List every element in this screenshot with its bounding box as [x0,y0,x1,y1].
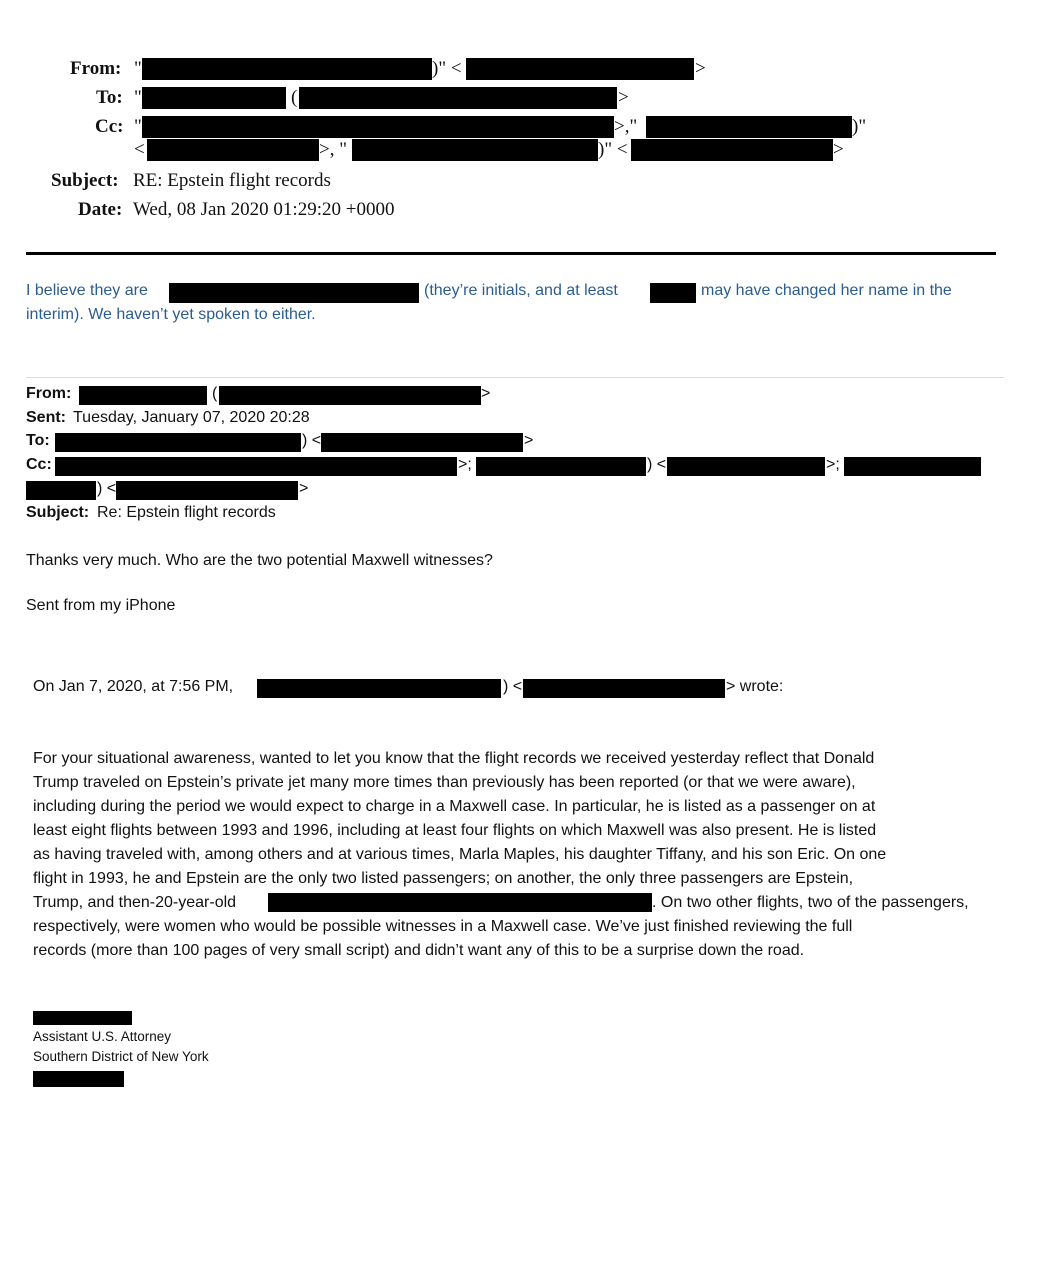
redacted-fwd-cc-4 [844,457,981,476]
redacted-name [650,283,696,303]
header-divider [26,252,996,255]
quote-mark: " [134,87,142,108]
reply-text-3: may have changed her name in the [701,282,952,299]
quoted-line: including during the period we would expect to charge in a Maxwell case. In particular, he is listed as a passenger on at [33,798,876,815]
punct: ) < [97,480,117,497]
fwd-subject-value: Re: Epstein flight records [97,504,276,521]
redacted-fwd-cc-2 [476,457,646,476]
punct: ) < [503,678,523,695]
punct: > [524,432,534,449]
redacted-signature-phone [33,1071,124,1087]
punct: > [481,385,491,402]
redacted-fwd-cc-3 [667,457,825,476]
redacted-signature-name [33,1011,132,1025]
punct: > [695,58,706,79]
fwd-subject-label: Subject: [26,504,90,521]
quoted-wrote: > wrote: [726,678,784,695]
redacted-cc-2 [646,116,852,138]
redacted-passenger [268,893,652,912]
signature-title: Assistant U.S. Attorney [33,1029,172,1044]
punct: > [833,139,844,160]
forward-divider [26,377,1004,378]
redacted-cc-1 [142,116,614,138]
redacted-from-name [142,58,432,80]
signature-office: Southern District of New York [33,1049,209,1064]
redacted-from-email [466,58,694,80]
redacted-cc-4 [352,139,598,161]
date-value: Wed, 08 Jan 2020 01:29:20 +0000 [133,199,395,220]
quoted-line-7b: . On two other flights, two of the passengers, [652,894,969,911]
punct: >, " [319,139,347,160]
punct: )" < [432,58,462,79]
punct: ) < [647,456,667,473]
fwd-cc-label: Cc: [26,456,52,473]
punct: >; [826,456,840,473]
punct: ( [291,87,298,108]
from-label: From: [70,58,122,79]
redacted-quoted-name [257,679,501,698]
quoted-line-7a: Trump, and then-20-year-old [33,894,237,911]
quote-mark: " [134,58,142,79]
redacted-fwd-to [55,433,301,452]
reply-text-4: interim). We haven’t yet spoken to either. [26,306,316,323]
quoted-intro: On Jan 7, 2020, at 7:56 PM, [33,678,234,695]
punct: ) < [302,432,322,449]
punct: < [134,139,145,160]
punct: > [299,480,309,497]
punct: ( [212,385,218,402]
punct: >; [458,456,472,473]
punct: )" < [598,139,628,160]
cc-label: Cc: [95,116,124,137]
quoted-line: Trump traveled on Epstein’s private jet many more times than previously has been reported (or that we were aware), [33,774,856,791]
fwd-sent-label: Sent: [26,409,66,426]
subject-value: RE: Epstein flight records [133,170,331,191]
redacted-initials [169,283,419,303]
quote-mark: " [134,116,142,137]
redacted-quoted-email [523,679,725,698]
quoted-line: respectively, were women who would be possible witnesses in a Maxwell case. We’ve just finished reviewing the full [33,918,853,935]
fwd-sent-value: Tuesday, January 07, 2020 20:28 [73,409,310,426]
quoted-line: For your situational awareness, wanted to let you know that the flight records we received yesterday reflect that Donald [33,750,875,767]
redacted-fwd-cc-1 [55,457,457,476]
quoted-line: flight in 1993, he and Epstein are the only two listed passengers; on another, the only three passengers are Epstein, [33,870,854,887]
redacted-cc-5 [631,139,833,161]
fwd-body: Thanks very much. Who are the two potential Maxwell witnesses? [26,552,493,569]
quoted-line: least eight flights between 1993 and 1996, including at least four flights on which Maxwell was also present. He is listed [33,822,877,839]
fwd-to-label: To: [26,432,50,449]
redacted-to-email [299,87,617,109]
fwd-from-label: From: [26,385,72,402]
quoted-line [33,891,969,915]
redacted-cc-3 [147,139,319,161]
reply-text-1: I believe they are [26,282,148,299]
date-label: Date: [78,199,123,220]
to-label: To: [96,87,123,108]
redacted-fwd-from [79,386,207,405]
redacted-fwd-from-email [219,386,481,405]
quoted-line: as having traveled with, among others and at various times, Marla Maples, his daughter Tiffany, and his son Eric. On one [33,846,887,863]
punct: >," [614,116,638,137]
redacted-fwd-to-email [321,433,523,452]
redacted-fwd-cc-5 [26,481,96,500]
reply-text-2: (they’re initials, and at least [424,282,618,299]
quoted-line: records (more than 100 pages of very small script) and didn’t want any of this to be a surprise down the road. [33,942,805,959]
punct: )" [852,116,867,137]
quoted-body [33,747,969,963]
redacted-fwd-cc-6 [116,481,298,500]
redacted-to-name [142,87,286,109]
fwd-signoff: Sent from my iPhone [26,597,176,614]
subject-label: Subject: [51,170,119,191]
punct: > [618,87,629,108]
